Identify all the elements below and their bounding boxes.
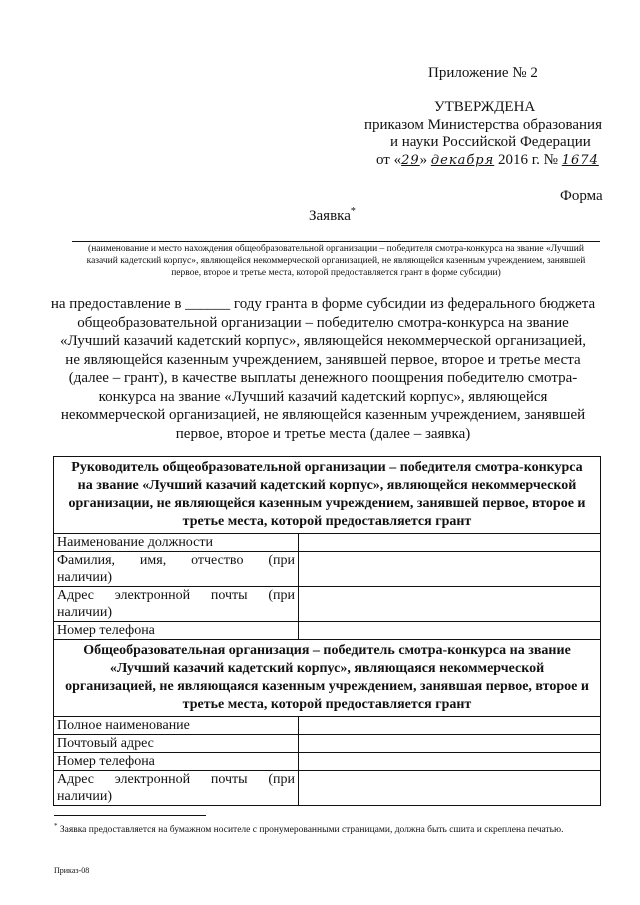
section-header-row	[54, 457, 601, 534]
org-email-word: (при	[268, 772, 295, 787]
org-email-tail: наличии)	[57, 789, 112, 804]
order-date-line	[376, 151, 599, 170]
footnote-divider	[54, 815, 206, 816]
table-row	[54, 622, 601, 640]
footnote-text: Заявка предоставляется на бумажном носителе с пронумерованными страницами, должна быть сшита и скреплена печатью.	[59, 825, 564, 836]
date-prefix: от «	[376, 152, 402, 168]
date-month-handwritten: декабря	[430, 153, 495, 168]
intro-line: на предоставление в ______ году гранта в форме субсидии из федерального бюджета	[50, 296, 596, 312]
org-phone-label: Номер телефона	[54, 753, 299, 771]
date-close: »	[419, 152, 428, 168]
fio-tail: наличии)	[57, 570, 112, 585]
email-word: почты	[210, 588, 248, 603]
table-row	[54, 753, 601, 771]
order-line-1: приказом Министерства образования	[364, 117, 602, 133]
annex-number: Приложение № 2	[428, 65, 538, 81]
fio-value-cell[interactable]	[299, 552, 601, 587]
footnote	[54, 820, 602, 837]
email-word: электронной	[114, 588, 191, 603]
footnote-mark: *	[54, 822, 58, 830]
order-number-handwritten: 1674	[561, 153, 599, 168]
order-line-2: и науки Российской Федерации	[390, 134, 591, 150]
section1-title: Руководитель общеобразовательной организации – победителя смотра-конкурса на звание «Лучший казачий кадетский корпус», являющейся некоммерческой организации, не являющейся казенным учреждением, занявшей первое, второе и третье места, которой предоставляется грант	[54, 457, 601, 534]
table-row	[54, 771, 601, 806]
intro-line: «Лучший казачий кадетский корпус», являющейся некоммерческой организацией,	[59, 333, 587, 349]
org-fullname-label: Полное наименование	[54, 717, 299, 735]
phone-label: Номер телефона	[54, 622, 299, 640]
org-email-label	[54, 771, 299, 806]
email-label	[54, 587, 299, 622]
blank-line	[72, 241, 600, 242]
table-row	[54, 534, 601, 552]
footer-code: Приказ-08	[54, 866, 90, 875]
date-year: 2016 г. №	[497, 152, 558, 168]
org-email-word: почты	[210, 772, 248, 787]
org-fullname-value-cell[interactable]	[299, 717, 601, 735]
position-label: Наименование должности	[54, 534, 299, 552]
email-value-cell[interactable]	[299, 587, 601, 622]
intro-line: некоммерческой организацией, не являющейся казенным учреждением, занявшей	[60, 407, 586, 423]
intro-paragraph	[40, 295, 606, 443]
title-footnote-mark: *	[350, 206, 356, 217]
application-table	[53, 456, 601, 806]
org-email-value-cell[interactable]	[299, 771, 601, 806]
org-postal-label: Почтовый адрес	[54, 735, 299, 753]
org-postal-value-cell[interactable]	[299, 735, 601, 753]
table-row	[54, 587, 601, 622]
phone-value-cell[interactable]	[299, 622, 601, 640]
table-row	[54, 735, 601, 753]
email-tail: наличии)	[57, 605, 112, 620]
intro-line: (далее – грант), в качестве выплаты денежного поощрения победителю смотра-	[68, 370, 578, 386]
table-row	[54, 717, 601, 735]
intro-line: первое, второе и третье места (далее – заявка)	[175, 425, 471, 442]
fio-word: имя,	[139, 553, 167, 568]
form-label: Форма	[560, 188, 603, 204]
fio-word: (при	[268, 553, 295, 568]
fio-word: Фамилия,	[57, 553, 116, 568]
section2-title: Общеобразовательная организация – победитель смотра-конкурса на звание «Лучший казачий кадетский корпус», являющаяся некоммерческой организацией, не являющаяся казенным учреждением, занявшая первое, второе и третье места, которой предоставляется грант	[54, 640, 601, 717]
email-word: Адрес	[57, 588, 95, 603]
title-text: Заявка	[309, 208, 351, 224]
position-value-cell[interactable]	[299, 534, 601, 552]
section-header-row	[54, 640, 601, 717]
intro-line: конкурса на звание «Лучший казачий кадетский корпус», являющейся	[98, 388, 548, 405]
fio-word: отчество	[191, 553, 244, 568]
document-title	[309, 203, 356, 225]
email-word: (при	[268, 588, 295, 603]
fio-label	[54, 552, 299, 587]
org-phone-value-cell[interactable]	[299, 753, 601, 771]
intro-line: не являющейся казенным учреждением, занявшей первое, второе и третье места	[65, 351, 581, 368]
org-email-word: электронной	[114, 772, 191, 787]
blank-caption: (наименование и место нахождения общеобразовательной организации – победителя смотра-конкурса на звание «Лучший казачий кадетский корпус», являющейся некоммерческой организацией, не являющейся казенным учреждением, занявшей первое, второе и третье места, которой предоставляется грант в форме субсидии)	[86, 244, 586, 278]
approved-label: УТВЕРЖДЕНА	[434, 99, 536, 115]
date-day-handwritten: 29	[401, 153, 420, 168]
table-row	[54, 552, 601, 587]
org-email-word: Адрес	[57, 772, 95, 787]
intro-line: общеобразовательной организации – победителю смотра-конкурса на звание	[77, 314, 569, 331]
